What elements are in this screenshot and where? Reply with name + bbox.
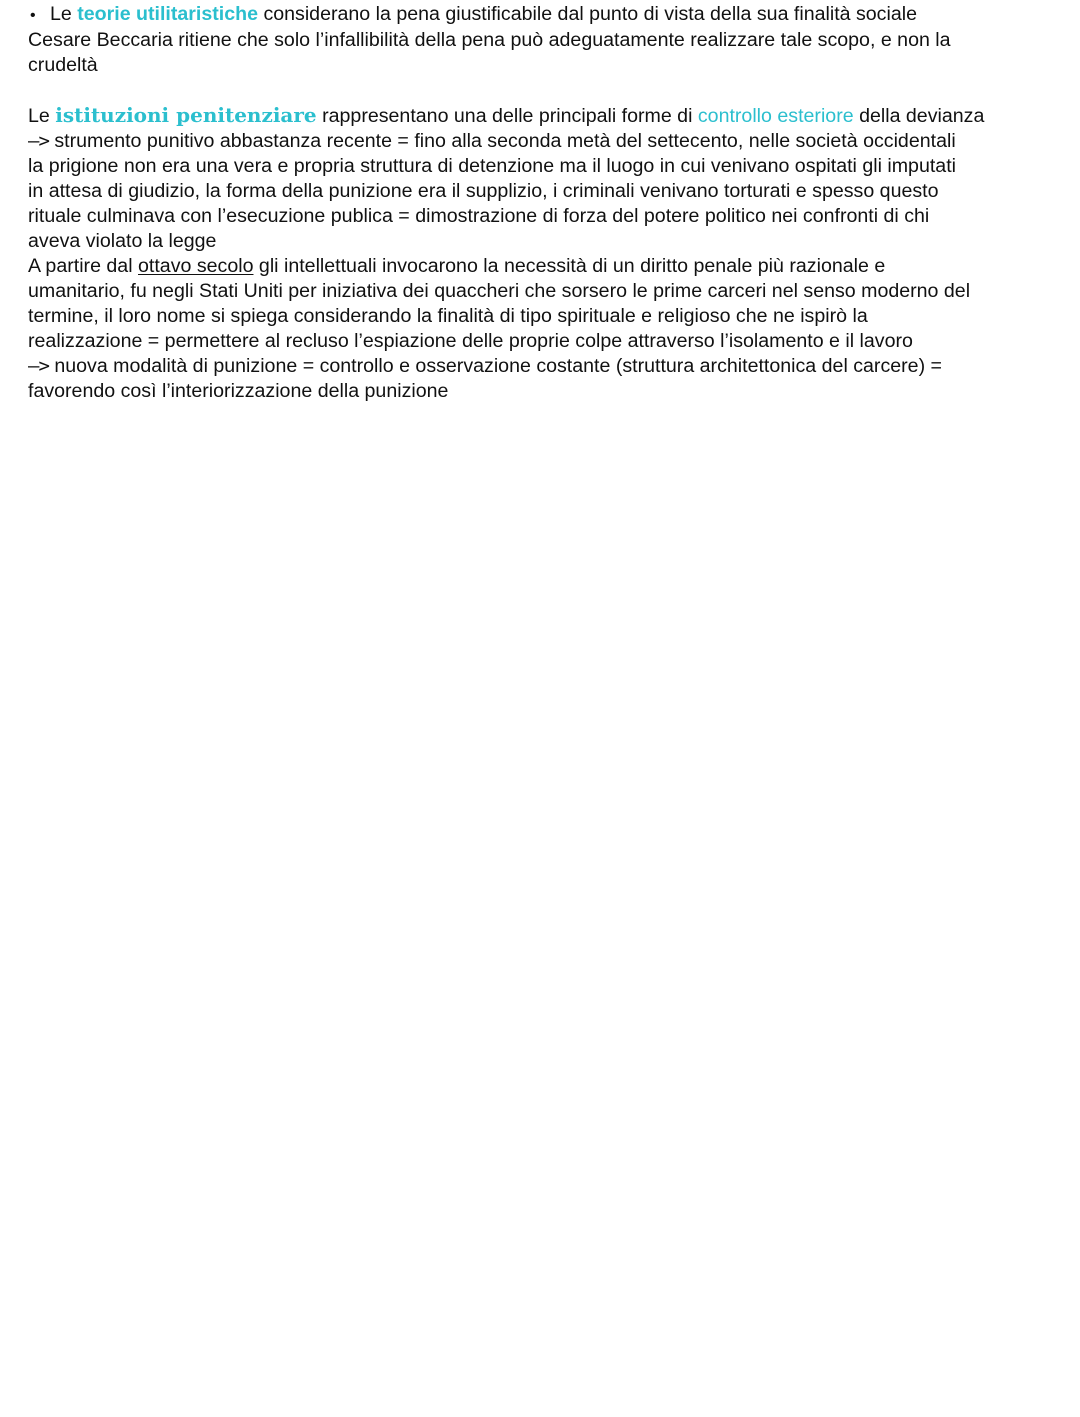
text-line: favorendo così l’interiorizzazione della punizione: [28, 380, 449, 402]
paragraph-spacer: [28, 78, 1058, 103]
text-line: aveva violato la legge: [28, 230, 217, 252]
arrow-icon: —>: [28, 130, 49, 152]
text-fragment: A partire dal: [28, 255, 139, 277]
text-line: rituale culminava con l’esecuzione publica = dimostrazione di forza del potere politico nei confronti di chi: [28, 205, 930, 227]
text-line: in attesa di giudizio, la forma della punizione era il supplizio, i criminali venivano torturati e spesso questo: [28, 180, 939, 202]
text-fragment: rappresentano una delle principali forme di: [316, 105, 698, 127]
text-fragment: Le: [50, 3, 78, 25]
text-fragment: nuova modalità di punizione = controllo e osservazione costante (struttura architettonica del carcere) =: [48, 355, 942, 377]
text-line: umanitario, fu negli Stati Uniti per iniziativa dei quaccheri che sorsero le prime carceri nel senso moderno del: [28, 280, 971, 302]
text-line: termine, il loro nome si spiega considerando la finalità di tipo spirituale e religioso che ne ispirò la: [28, 305, 868, 327]
penitentiary-institutions-paragraph: [28, 103, 1058, 404]
text-line: Cesare Beccaria ritiene che solo l’infallibilità della pena può adeguatamente realizzare tale scopo, e non la: [28, 29, 951, 51]
text-fragment: della devianza: [853, 105, 985, 127]
highlighted-term: controllo esteriore: [697, 105, 854, 127]
text-line: realizzazione = permettere al recluso l’espiazione delle proprie colpe attraverso l’isolamento e il lavoro: [28, 330, 913, 352]
text-fragment: gli intellettuali invocarono la necessità di un diritto penale più razionale e: [253, 255, 886, 277]
text-line: [28, 354, 1058, 379]
text-line: [28, 129, 1058, 154]
text-fragment: considerano la pena giustificabile dal punto di vista della sua finalità sociale: [258, 3, 917, 25]
text-line: [28, 254, 1058, 279]
text-fragment: strumento punitivo abbastanza recente = fino alla seconda metà del settecento, nelle società occidentali: [48, 130, 956, 152]
underlined-term: ottavo secolo: [138, 255, 254, 277]
highlighted-term: teorie utilitaristiche: [77, 3, 258, 25]
utilitarian-theories-paragraph: [28, 2, 1058, 78]
text-line: [28, 2, 1058, 28]
bullet-icon: •: [30, 7, 36, 24]
text-line: crudeltà: [28, 54, 98, 76]
text-line: la prigione non era una vera e propria struttura di detenzione ma il luogo in cui venivano ospitati gli imputati: [28, 155, 956, 177]
document-page: [28, 2, 1058, 404]
text-fragment: Le: [28, 105, 56, 127]
text-line: [28, 103, 1058, 129]
arrow-icon: —>: [28, 355, 49, 377]
highlighted-term: istituzioni penitenziare: [55, 103, 317, 127]
